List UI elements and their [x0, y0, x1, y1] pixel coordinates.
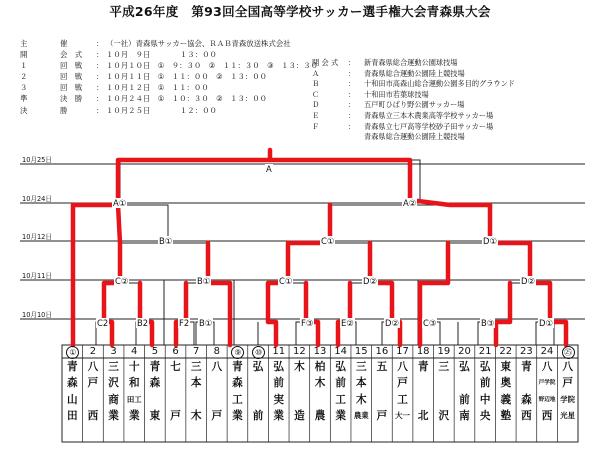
team-name-char: 西: [521, 410, 532, 423]
team-seed: 24: [540, 346, 554, 357]
team-name-char: 前: [459, 393, 470, 406]
venue-colon: ：: [348, 79, 356, 89]
team-name-char: 戸: [87, 377, 99, 390]
schedule-colon: ：: [96, 39, 104, 48]
team-seed: 20: [458, 346, 471, 357]
team-name-char: 三: [108, 361, 119, 373]
team-name-char: 八: [562, 361, 573, 373]
team-name-char: 三: [438, 361, 450, 373]
schedule-value: １０月２４日 ① １０：３０ ② １３：００: [106, 94, 268, 104]
team-name: [559, 359, 577, 425]
schedule-colon: ：: [96, 61, 104, 71]
team-seed: 17: [396, 346, 409, 357]
team-name-char: 業: [108, 410, 119, 423]
schedule-colon: ：: [96, 94, 104, 104]
date-label-semi: 10月24日: [22, 195, 52, 203]
team-seed: 23: [520, 346, 533, 357]
match-label-r1-9: B③: [481, 318, 495, 328]
team-name-char: 造: [294, 410, 305, 423]
match-label-r1-4: B①: [199, 318, 213, 328]
team-name-char: 弘: [459, 361, 470, 373]
schedule-value: １０月１０日 ① ９：３０ ② １１：３０ ③ １３：３０: [106, 61, 319, 71]
team-name-char: 南: [459, 410, 470, 423]
team-name-char: [146, 392, 164, 408]
venue-colon: ：: [348, 58, 356, 67]
team-name-char: [414, 375, 432, 391]
team-seed: 2: [89, 346, 97, 357]
team-name-char: 青: [149, 361, 161, 373]
date-label-r2: 10月11日: [22, 272, 52, 280]
team-name-char: 大一: [395, 411, 410, 421]
schedule-type: 会 式: [60, 50, 85, 60]
team-name-char: [290, 375, 308, 391]
team-name-char: 森: [67, 377, 78, 390]
team-name-char: 八: [211, 361, 223, 373]
schedule-key: ２: [20, 72, 30, 82]
schedule-key: 開: [20, 50, 30, 60]
team-name-char: 東: [500, 361, 512, 373]
team-name-char: 柏: [314, 361, 326, 373]
team-seed: 7: [192, 346, 200, 357]
team-name-char: [455, 375, 473, 391]
team-name-char: 戸: [376, 410, 388, 423]
team-name-char: 戸: [562, 377, 573, 390]
team-name-char: 八: [87, 361, 99, 373]
team-name-char: [187, 392, 205, 408]
team-name-char: 森: [232, 377, 243, 390]
team-name: [538, 359, 556, 425]
team-name-char: 西: [87, 410, 99, 423]
match-label-r2-1: C②: [115, 276, 129, 286]
schedule-value: １０月１２日 ① １１：００: [106, 83, 209, 93]
team-name-char: 五: [376, 361, 388, 373]
venue-colon: ：: [348, 100, 356, 110]
team-name: [497, 359, 515, 425]
team-name-char: 工: [397, 393, 408, 406]
schedule-type: 決 勝: [60, 94, 85, 104]
team-name-char: 木: [294, 361, 305, 373]
team-name-char: 沢: [108, 377, 119, 390]
match-label-r3-3: D①: [483, 236, 497, 246]
venue-name: 青森県総合運動公園陸上競技場: [364, 132, 465, 142]
match-label-r1-8: C③: [423, 318, 437, 328]
team-name-char: [290, 392, 308, 408]
team-name-char: 弘: [479, 361, 491, 373]
schedule-colon: ：: [96, 83, 104, 93]
team-name: [105, 359, 123, 425]
team-name-char: 弘: [252, 361, 264, 373]
team-seed: ⑩: [252, 346, 265, 359]
date-label-final: 10月25日: [22, 156, 52, 164]
team-name-char: [311, 392, 329, 408]
match-label-semi-1: A①: [113, 198, 127, 208]
team-seed: 6: [172, 346, 179, 357]
schedule-key: １: [20, 61, 30, 71]
venue-colon: ：: [348, 68, 356, 78]
match-label-r1-3: F2: [179, 318, 190, 328]
team-name-char: 央: [479, 410, 491, 423]
team-name-char: 木: [190, 410, 202, 423]
team-name-char: 八: [397, 361, 408, 373]
schedule-value: １０月 ９日 １３：００: [106, 50, 217, 60]
schedule-value: （一社）青森県サッカー協会、ＲＡＢ青森放送株式会社: [106, 39, 291, 48]
team-name-char: 青: [67, 361, 78, 373]
team-name-char: 沢: [438, 410, 450, 423]
team-name-char: [249, 375, 267, 391]
team-name-char: 八: [541, 361, 553, 373]
team-seed: ⑨: [231, 346, 244, 359]
venue-key: Ｃ: [312, 89, 320, 99]
match-label-r1-1: C2: [97, 318, 109, 328]
match-label-r2-4: D②: [363, 276, 377, 286]
team-name-char: 田: [67, 410, 78, 423]
team-name-char: 業: [273, 410, 285, 423]
schedule-colon: ：: [96, 50, 104, 60]
team-seed: 15: [354, 346, 368, 357]
team-name-char: 実: [273, 393, 285, 406]
team-name-char: [249, 392, 267, 408]
team-name: [146, 359, 164, 425]
match-label-r3-1: B①: [159, 236, 173, 246]
schedule-value: １０月２５日 １２：００: [106, 105, 217, 115]
team-name-char: 工: [232, 393, 243, 406]
venue-name: 青森県立三本木農業高等学校サッカー場: [364, 110, 494, 120]
team-name-char: 青: [232, 361, 243, 373]
team-name-char: [517, 375, 535, 391]
match-label-r2-3: C①: [279, 276, 293, 286]
team-name-char: 木: [355, 393, 367, 406]
team-name-char: 商: [108, 393, 119, 406]
team-seed: 14: [334, 346, 347, 357]
team-name-char: 前: [273, 377, 285, 390]
team-name-char: 戸: [211, 410, 223, 423]
venue-key: Ｅ: [312, 110, 320, 120]
team-name: [228, 359, 246, 425]
match-label-r2-2: B①: [197, 276, 211, 286]
team-name-char: 東: [149, 410, 161, 423]
venue-key: Ｄ: [312, 100, 320, 110]
team-name-char: 森: [521, 393, 532, 406]
team-name: [455, 359, 473, 425]
date-label-r3: 10月12日: [22, 233, 52, 241]
team-name-char: [373, 392, 391, 408]
team-name: [167, 359, 185, 425]
schedule-type: 催: [60, 39, 70, 48]
team-name-char: 業: [128, 410, 140, 423]
team-name-char: 野辺地: [538, 396, 556, 403]
team-seed: ①: [66, 346, 79, 359]
team-name-char: 戸: [170, 410, 181, 423]
match-label-r1-10: D①: [539, 318, 553, 328]
team-name: [476, 359, 494, 425]
team-name-char: [414, 392, 432, 408]
winner-highlight-lines: [73, 150, 566, 345]
team-name-char: 山: [67, 393, 78, 406]
venue-name: 青森県総合運動公園陸上競技場: [364, 68, 465, 78]
venue-name: 青森県立七戸高等学校砂子田サッカー場: [364, 121, 494, 131]
team-name: [208, 359, 226, 425]
match-label-semi-2: A②: [403, 198, 417, 208]
team-name: [517, 359, 535, 425]
team-name-char: 農業: [353, 411, 369, 421]
match-label-final: A: [266, 164, 272, 174]
team-seed: 19: [437, 346, 451, 357]
team-name-char: 三: [190, 361, 202, 373]
venue-key: Ｂ: [312, 79, 320, 89]
match-label-r1-5: F③: [301, 318, 314, 328]
match-label-r1-6: E②: [341, 318, 354, 328]
schedule-type: 回 戦: [60, 61, 85, 71]
team-name-char: 和: [128, 377, 140, 390]
team-name-char: 青: [521, 361, 532, 373]
venue-key: Ｆ: [312, 121, 320, 131]
team-name-char: 七: [170, 361, 181, 373]
team-name-char: 塾: [500, 410, 512, 423]
team-name-char: 本: [355, 377, 367, 390]
team-name: [332, 359, 350, 425]
team-name-char: [167, 375, 185, 391]
venue-name: 五戸町ひばり野公園サッカー場: [364, 100, 465, 110]
schedule-type: 回 戦: [60, 83, 85, 93]
team-seed: 21: [478, 346, 492, 357]
team-name-char: 森: [149, 377, 161, 390]
team-name-char: [167, 392, 185, 408]
team-name-char: 前: [479, 377, 491, 390]
page-title: 平成26年度 第93回全国高等学校サッカー選手権大会青森県大会: [109, 4, 491, 19]
team-name-char: 北: [417, 410, 429, 423]
team-name: [63, 359, 81, 425]
schedule-type: 勝: [60, 105, 70, 115]
date-label-r1: 10月10日: [22, 311, 52, 319]
team-name-char: 戸: [397, 377, 408, 390]
team-name-char: [208, 375, 226, 391]
team-name-char: 三: [355, 361, 367, 373]
team-name-char: 十: [128, 361, 140, 373]
team-name-char: 奥: [500, 377, 512, 390]
schedule-colon: ：: [96, 72, 104, 82]
team-name-char: 戸学院: [538, 380, 556, 387]
team-seed: 16: [375, 346, 389, 357]
team-name-char: 木: [314, 377, 326, 390]
team-seed: 3: [110, 346, 117, 357]
team-name-char: [435, 392, 453, 408]
team-name: [414, 359, 432, 425]
venue-colon: ：: [348, 110, 356, 120]
schedule-key: 主: [20, 39, 30, 48]
venue-name: 新青森県総合運動公園球技場: [364, 58, 458, 67]
team-name-char: [84, 392, 102, 408]
venue-name: 十和田市高森山総合運動公園多目的グラウンド: [364, 79, 515, 89]
team-name-char: 義: [500, 393, 512, 406]
team-seed: 11: [272, 346, 286, 357]
venue-colon: ：: [348, 121, 356, 131]
team-name: [125, 359, 143, 425]
team-name-char: 前: [335, 377, 346, 390]
team-name-char: 弘: [273, 361, 285, 373]
team-seed: 5: [151, 346, 159, 357]
team-name-char: 田工: [126, 394, 142, 404]
team-name-char: 弘: [335, 361, 346, 373]
venue-name: 十和田市若葉球技場: [364, 89, 429, 99]
team-name-char: 前: [252, 410, 264, 423]
team-seed: ㉕: [562, 346, 575, 359]
schedule-value: １０月１１日 ① １１：００ ② １３：００: [106, 72, 268, 82]
team-seed: 13: [313, 346, 327, 357]
team-seed: 4: [131, 346, 138, 357]
team-name-char: 青: [417, 361, 429, 373]
team-name: [373, 359, 391, 425]
team-seed: 22: [499, 346, 513, 357]
team-name-char: [373, 375, 391, 391]
venue-key: 開 会 式: [312, 58, 339, 67]
match-label-r1-2: B2: [137, 318, 149, 328]
schedule-colon: ：: [96, 105, 104, 115]
team-name-char: 工: [335, 393, 346, 406]
schedule-key: ３: [20, 83, 30, 93]
team-name-char: [208, 392, 226, 408]
team-name-char: 学院: [560, 394, 576, 404]
team-name-char: 光星: [560, 411, 576, 421]
team-name: [352, 359, 370, 425]
team-name-char: 業: [335, 410, 346, 423]
team-name: [187, 359, 205, 425]
match-label-r2-5: D②: [521, 276, 535, 286]
venue-colon: ：: [348, 89, 356, 99]
team-seed: 18: [416, 346, 430, 357]
team-name-char: 農: [314, 410, 326, 423]
team-name-char: 西: [541, 410, 553, 423]
team-name: [435, 359, 453, 425]
match-label-r3-2: C①: [321, 236, 335, 246]
schedule-key: 準: [20, 94, 30, 104]
team-name: [290, 359, 308, 425]
schedule-type: 回 戦: [60, 72, 85, 82]
match-label-r1-7: D②: [385, 318, 399, 328]
team-name-char: 本: [190, 377, 202, 390]
team-name: [311, 359, 329, 425]
team-seed: 12: [292, 346, 306, 357]
team-name-char: [435, 375, 453, 391]
team-name: [270, 359, 288, 425]
team-seed: 8: [213, 346, 220, 357]
team-name: [249, 359, 267, 425]
team-name: [394, 359, 412, 425]
team-name-char: 中: [479, 393, 491, 406]
team-name-char: 業: [232, 410, 243, 423]
team-name: [84, 359, 102, 425]
schedule-key: 決: [20, 105, 30, 115]
venue-key: Ａ: [312, 68, 320, 78]
